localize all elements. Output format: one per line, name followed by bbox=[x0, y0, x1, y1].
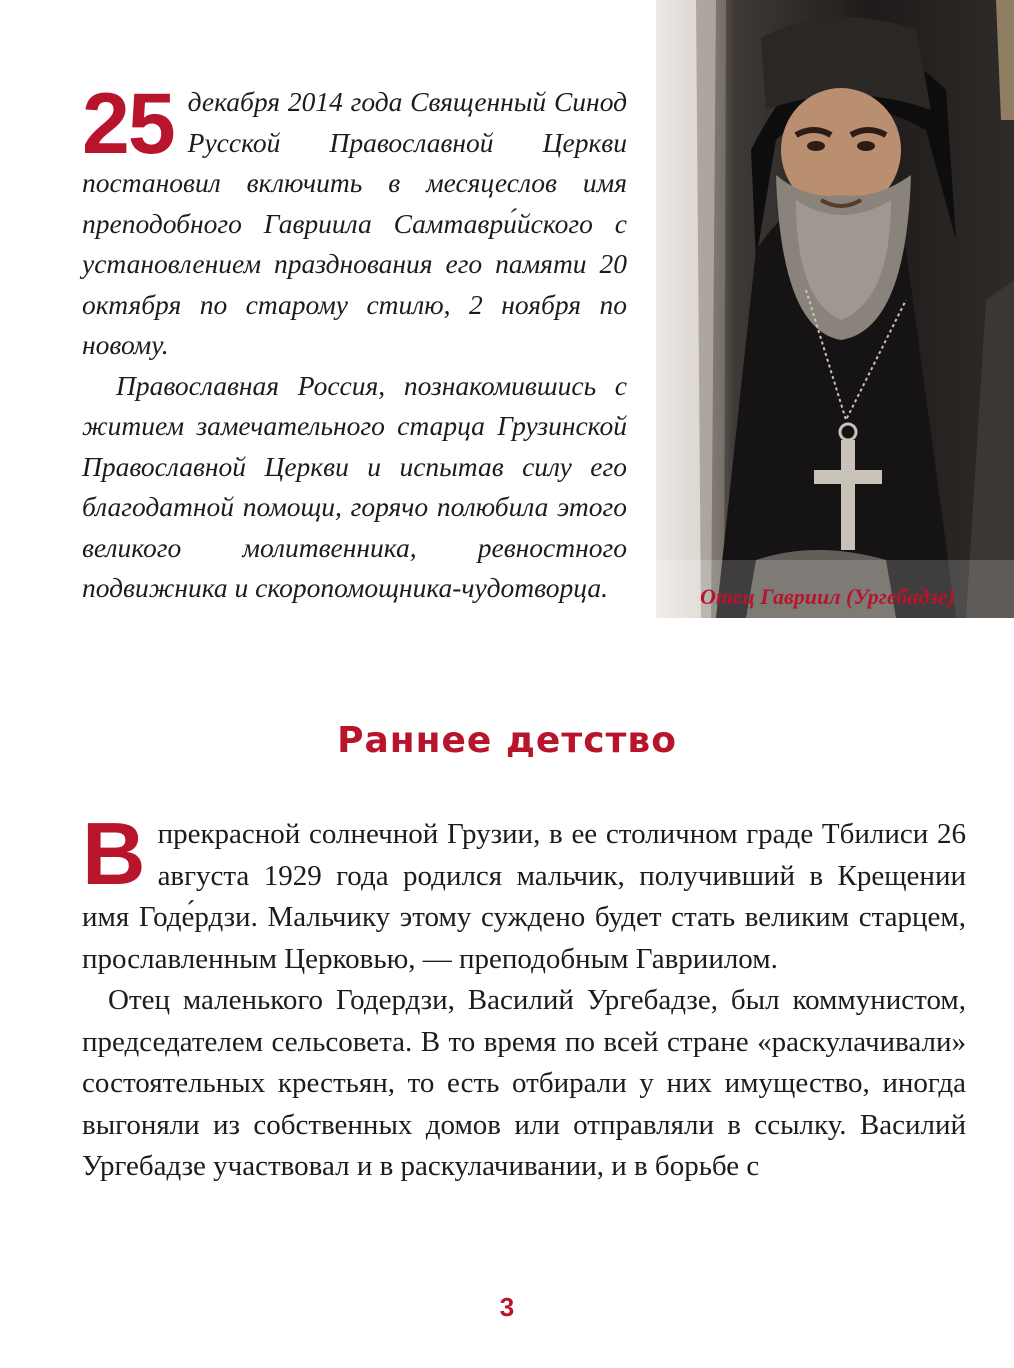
portrait-illustration bbox=[656, 0, 1014, 618]
body-paragraph-1-text: прекрасной солнечной Грузии, в ее столичном граде Тбилиси 26 августа 1929 года родился мальчик, получивший в Крещении имя Годе́рдзи. Мальчику этому суждено будет стать великим старцем, прославленным Церковью, — преподобным Гавриилом. bbox=[82, 818, 966, 975]
photo-caption: Отец Гавриил (Ургебадзе) bbox=[700, 584, 955, 609]
drop-cap: В bbox=[82, 804, 146, 903]
body-text-block bbox=[82, 804, 966, 1188]
body-paragraph-1 bbox=[82, 804, 966, 980]
section-heading: Раннее детство bbox=[337, 720, 677, 761]
intro-paragraph-2: Православная Россия, познакомившись с житием замечательного старца Грузинской Православной Церкви и испытав силу его благодатной помощи, горячо полюбила этого великого молитвенника, ревностного подвижника и скоропомощника-чудотворца. bbox=[82, 369, 627, 603]
intro-paragraph-1 bbox=[82, 76, 627, 366]
portrait-photo bbox=[656, 0, 1014, 618]
page-number: 3 bbox=[499, 1292, 515, 1322]
drop-number: 25 bbox=[82, 76, 174, 172]
body-paragraph-2: Отец маленького Годердзи, Василий Ургебадзе, был коммунистом, председателем сельсовета. В то время по всей стране «раскулачивали» состоятельных крестьян, то есть отбирали у них имущество, иногда выгоняли из собственных домов или отправляли в ссылку. Василий Ургебадзе участвовал и в раскулачивании, и в борьбе с bbox=[82, 984, 966, 1182]
intro-text-block bbox=[82, 76, 627, 609]
intro-paragraph-1-text: декабря 2014 года Священный Синод Русской Православной Церкви постановил включить в месяцеслов имя преподобного Гавриила Самтаври́йского с установлением празднования его памяти 20 октября по старому стилю, 2 ноября по новому. bbox=[82, 86, 627, 360]
